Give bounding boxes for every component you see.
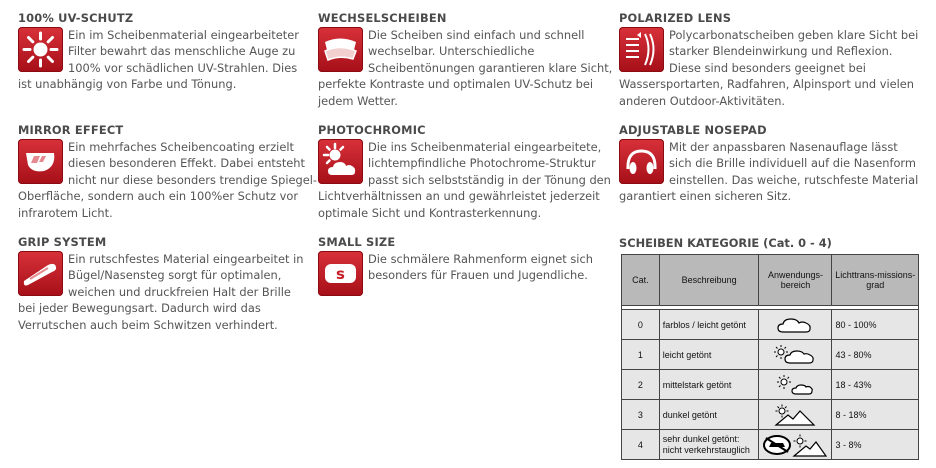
- feature-title: SMALL SIZE: [318, 235, 396, 249]
- feature-text: Die schmälere Rahmenform eignet sich besonders für Frauen und Jugendliche.: [368, 252, 593, 283]
- header-application: Anwendungs-bereich: [759, 255, 832, 306]
- feature-text: Polycarbonatscheiben geben klare Sicht bei starker Blendeinwirkung und Reflexion. Diese sind besonders geeignet bei Wassersportarten, Radfahren, Alpinsport und vielen anderen Outdoor-Aktivitäten.: [619, 28, 919, 108]
- feature-adjustable-nosepad: [619, 123, 919, 205]
- desc-cell: farblos / leicht getönt: [659, 310, 759, 340]
- sun-mountain-icon: [759, 400, 832, 430]
- range-cell: 43 - 80%: [832, 340, 919, 370]
- range-cell: 18 - 43%: [832, 370, 919, 400]
- table-row: [622, 400, 919, 430]
- cloud-icon: [759, 310, 832, 340]
- feature-uv-protection: [18, 11, 308, 93]
- feature-title: PHOTOCHROMIC: [318, 123, 426, 137]
- sun-cloud-icon: [759, 370, 832, 400]
- sun-cloud-icon: [318, 139, 363, 184]
- cat-cell: 3: [622, 400, 660, 430]
- table-row: [622, 310, 919, 340]
- feature-title: ADJUSTABLE NOSEPAD: [619, 123, 767, 137]
- header-transmission: Lichttrans-missions-grad: [832, 255, 919, 306]
- feature-grip-system: [18, 235, 308, 333]
- sun-cloud-icon: [759, 340, 832, 370]
- feature-text: Ein im Scheibenmaterial eingearbeiteter Filter bewahrt das menschliche Auge zu 100% vor schädlichen UV-Strahlen. Dies ist unabhängig von Farbe und Tönung.: [18, 28, 299, 92]
- svg-text:s: s: [336, 265, 345, 283]
- table-row: [622, 340, 919, 370]
- table-row: [622, 430, 919, 460]
- small-size-icon: [318, 251, 363, 296]
- desc-cell: mittelstark getönt: [659, 370, 759, 400]
- cat-cell: 0: [622, 310, 660, 340]
- sun-icon: [18, 27, 63, 72]
- cat-cell: 2: [622, 370, 660, 400]
- feature-text: Ein rutschfestes Material eingearbeitet in Bügel/Nasensteg sorgt für optimalen, weichen und druckfreien Halt der Brille bei jeder Bewegungsart. Dadurch wird das Verrutschen auch beim Schwitzen verhindert.: [18, 252, 304, 332]
- header-description: Beschreibung: [659, 255, 759, 306]
- lens-category-table: [621, 254, 919, 460]
- grip-icon: [18, 251, 63, 296]
- nosepad-icon: [619, 139, 664, 184]
- feature-title: WECHSELSCHEIBEN: [318, 11, 447, 25]
- table-row: [622, 370, 919, 400]
- range-cell: 3 - 8%: [832, 430, 919, 460]
- feature-text: Die ins Scheibenmaterial eingearbeitete, lichtempfindliche Photochrome-Struktur passt sich selbstständig in der Tönung den Lichtverhältnissen an und gewährleistet jederzeit optimale Sicht und Kontrasterkennung.: [318, 140, 611, 220]
- desc-cell: dunkel getönt: [659, 400, 759, 430]
- feature-title: POLARIZED LENS: [619, 11, 732, 25]
- range-cell: 80 - 100%: [832, 310, 919, 340]
- header-cat: Cat.: [622, 255, 660, 306]
- polarized-lens-icon: [619, 27, 664, 72]
- category-title: SCHEIBEN KATEGORIE (Cat. 0 - 4): [619, 236, 832, 250]
- feature-title: GRIP SYSTEM: [18, 235, 107, 249]
- range-cell: 8 - 18%: [832, 400, 919, 430]
- feature-text: Mit der anpassbaren Nasenauflage lässt sich die Brille individuell auf die Nasenform einstellen. Das weiche, rutschfeste Material garantiert einen sicheren Sitz.: [619, 140, 919, 204]
- feature-text: Die Scheiben sind einfach und schnell wechselbar. Unterschiedliche Scheibentönungen garantieren klare Sicht, perfekte Kontraste und optimalen UV-Schutz bei jedem Wetter.: [318, 28, 613, 108]
- cat-cell: 1: [622, 340, 660, 370]
- desc-cell: sehr dunkel getönt: nicht verkehrstauglich: [659, 430, 759, 460]
- desc-cell: leicht getönt: [659, 340, 759, 370]
- cat-cell: 4: [622, 430, 660, 460]
- feature-title: MIRROR EFFECT: [18, 123, 124, 137]
- feature-interchangeable-lenses: [318, 11, 614, 109]
- feature-polarized-lens: [619, 11, 919, 109]
- feature-small-size: [318, 235, 614, 296]
- feature-mirror-effect: [18, 123, 318, 221]
- feature-title: 100% UV-SCHUTZ: [18, 11, 134, 25]
- feature-photochromic: [318, 123, 614, 221]
- mirror-lens-icon: [18, 139, 63, 184]
- table-header-row: [622, 255, 919, 306]
- feature-text: Ein mehrfaches Scheibencoating erzielt diesen besonderen Effekt. Dabei entsteht nicht nur diese besonders trendige Spiegel-Oberfläche, sondern auch ein 100%er Schutz vor infrarotem Licht.: [18, 140, 318, 220]
- interchangeable-lens-icon: [318, 27, 363, 72]
- no-driving-sun-mountain-icon: [759, 430, 832, 460]
